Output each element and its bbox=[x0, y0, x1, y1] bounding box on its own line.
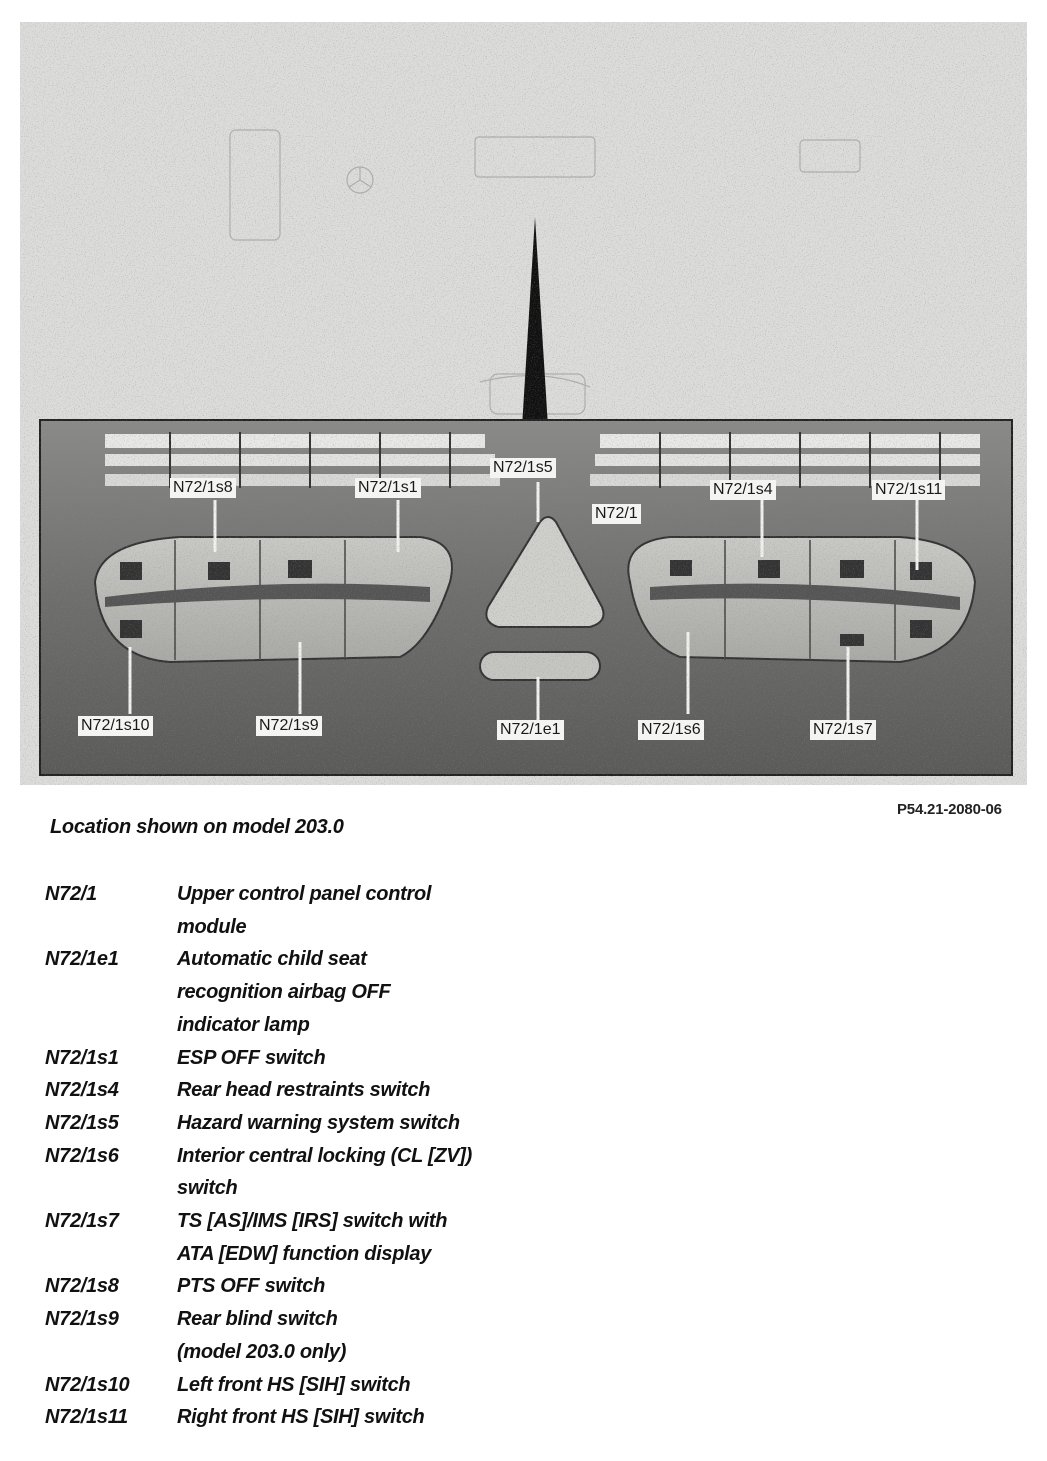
legend-row bbox=[45, 1074, 565, 1107]
legend-code: N72/1s6 bbox=[45, 1144, 119, 1167]
legend-row bbox=[45, 1401, 565, 1434]
legend-description: Rear head restraints switch bbox=[177, 1079, 431, 1102]
callout-n72-1s4: N72/1s4 bbox=[710, 480, 776, 500]
legend-row bbox=[45, 1205, 565, 1270]
legend-description: Left front HS [SIH] switch bbox=[177, 1373, 411, 1396]
legend-description: TS [AS]/IMS [IRS] switch with ATA [EDW] function display bbox=[177, 1210, 448, 1265]
control-panel-illustration bbox=[20, 22, 1027, 785]
legend-description: PTS OFF switch bbox=[177, 1275, 326, 1298]
legend-code: N72/1s7 bbox=[45, 1210, 119, 1233]
callout-n72-1s11: N72/1s11 bbox=[872, 480, 945, 500]
legend-description: Automatic child seat recognition airbag OFF indicator lamp bbox=[177, 948, 391, 1036]
print-grain bbox=[20, 22, 1027, 785]
callout-n72-1s6: N72/1s6 bbox=[638, 720, 704, 740]
figure-caption: Location shown on model 203.0 bbox=[50, 816, 344, 838]
callout-n72-1s1: N72/1s1 bbox=[355, 478, 421, 498]
callout-n72-1s5: N72/1s5 bbox=[490, 458, 556, 478]
legend-code: N72/1s4 bbox=[45, 1079, 119, 1102]
callout-n72-1s8: N72/1s8 bbox=[170, 478, 236, 498]
callout-n72-1: N72/1 bbox=[592, 504, 641, 524]
legend-code: N72/1s1 bbox=[45, 1046, 119, 1069]
legend-row bbox=[45, 1140, 565, 1205]
legend-description: Rear blind switch (model 203.0 only) bbox=[177, 1308, 347, 1363]
callout-n72-1e1: N72/1e1 bbox=[497, 720, 564, 740]
legend-list bbox=[45, 878, 565, 1434]
legend-description: Hazard warning system switch bbox=[177, 1111, 460, 1134]
diagram-photo bbox=[20, 22, 1027, 785]
figure-id: P54.21-2080-06 bbox=[897, 801, 1002, 818]
legend-code: N72/1s8 bbox=[45, 1275, 119, 1298]
legend-row bbox=[45, 1042, 565, 1075]
legend-code: N72/1 bbox=[45, 883, 97, 905]
legend-row bbox=[45, 943, 565, 1041]
callout-n72-1s7: N72/1s7 bbox=[810, 720, 876, 740]
legend-description: Interior central locking (CL [ZV]) switch bbox=[177, 1144, 473, 1200]
legend-row bbox=[45, 1369, 565, 1402]
legend-row bbox=[45, 878, 565, 943]
legend-description: ESP OFF switch bbox=[177, 1046, 326, 1069]
legend-code: N72/1s10 bbox=[45, 1373, 130, 1396]
legend-code: N72/1s9 bbox=[45, 1308, 119, 1331]
legend-description: Right front HS [SIH] switch bbox=[177, 1406, 425, 1429]
callout-n72-1s9: N72/1s9 bbox=[256, 716, 322, 736]
legend-row bbox=[45, 1270, 565, 1303]
callout-n72-1s10: N72/1s10 bbox=[78, 716, 153, 736]
legend-code: N72/1s11 bbox=[45, 1406, 128, 1429]
legend-row bbox=[45, 1303, 565, 1368]
legend-code: N72/1s5 bbox=[45, 1111, 119, 1134]
legend-row bbox=[45, 1107, 565, 1140]
legend-code: N72/1e1 bbox=[45, 948, 119, 971]
legend-description: Upper control panel control module bbox=[177, 883, 432, 938]
